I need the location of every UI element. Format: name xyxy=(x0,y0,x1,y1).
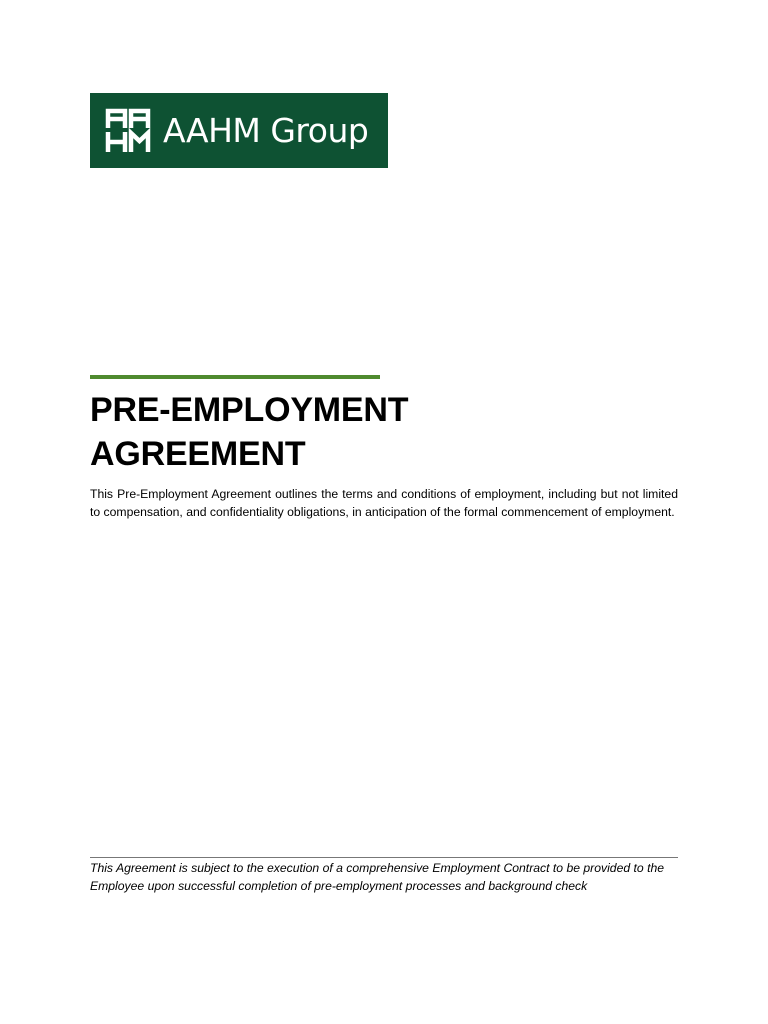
company-logo xyxy=(90,93,388,168)
intro-paragraph: This Pre-Employment Agreement outlines the terms and conditions of employment, including but not limited to compensation, and confidentiality obligations, in anticipation of the formal commencement of employment. xyxy=(90,487,678,519)
footer-divider xyxy=(90,857,678,858)
document-title xyxy=(90,388,690,476)
aahm-monogram-icon xyxy=(105,105,151,155)
footer-note-line-2: Employee upon successful completion of pre-employment processes and background check xyxy=(90,879,588,893)
company-name: AAHM Group xyxy=(163,111,369,150)
title-accent-divider xyxy=(90,375,380,379)
footer-note xyxy=(90,859,686,895)
title-line-2: AGREEMENT xyxy=(90,435,306,473)
title-line-1: PRE-EMPLOYMENT xyxy=(90,391,409,429)
footer-note-line-1: This Agreement is subject to the execution of a comprehensive Employment Contract to be provided to the xyxy=(90,861,665,875)
